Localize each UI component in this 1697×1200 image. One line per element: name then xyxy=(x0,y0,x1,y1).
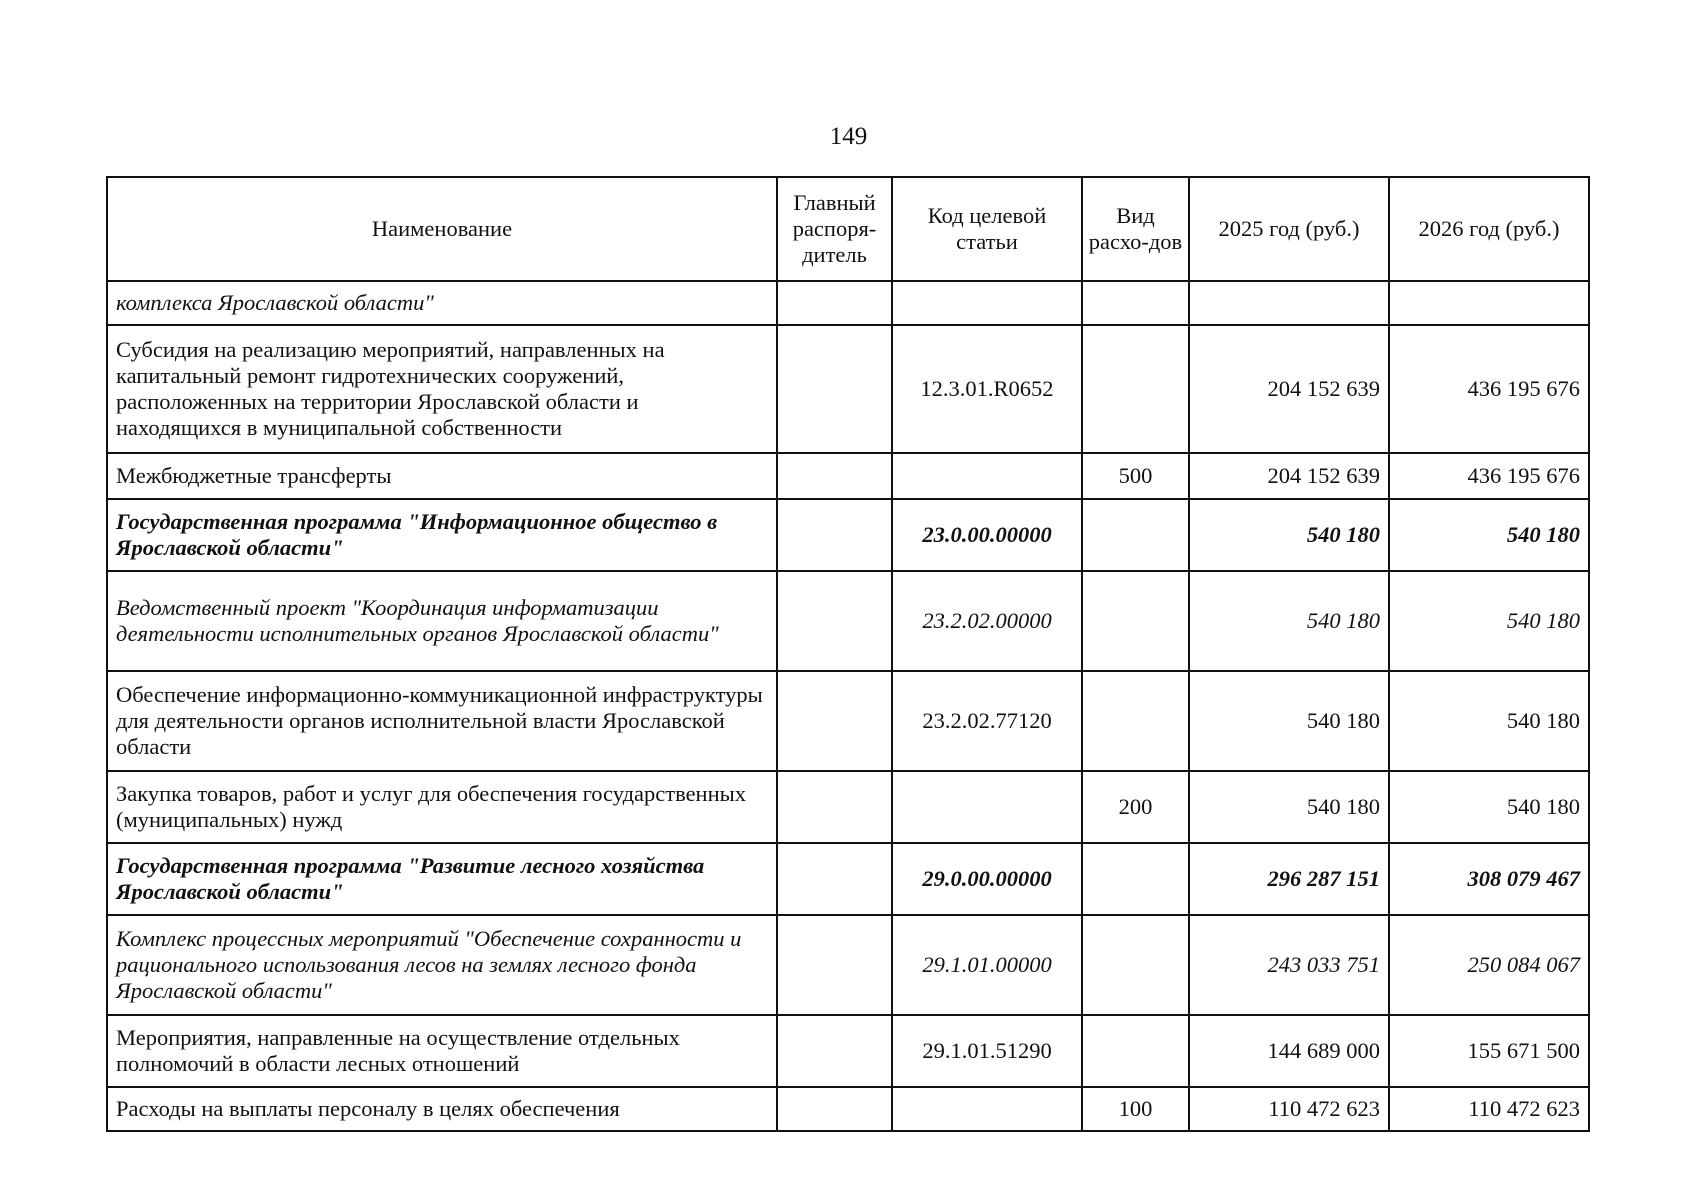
cell-kind xyxy=(1082,671,1189,771)
cell-code: 29.0.00.00000 xyxy=(892,843,1082,915)
cell-manager xyxy=(777,281,892,325)
cell-manager xyxy=(777,499,892,571)
cell-kind: 500 xyxy=(1082,453,1189,499)
cell-2026: 308 079 467 xyxy=(1389,843,1589,915)
cell-2025: 540 180 xyxy=(1189,499,1389,571)
cell-kind xyxy=(1082,325,1189,453)
cell-name: Обеспечение информационно-коммуникационной инфраструктуры для деятельности органов исполнительной власти Ярославской области xyxy=(107,671,777,771)
cell-2026: 540 180 xyxy=(1389,499,1589,571)
table-row xyxy=(107,325,1589,453)
cell-2025: 204 152 639 xyxy=(1189,325,1389,453)
cell-code: 23.0.00.00000 xyxy=(892,499,1082,571)
cell-2025: 540 180 xyxy=(1189,671,1389,771)
cell-2025: 540 180 xyxy=(1189,771,1389,843)
table-row xyxy=(107,499,1589,571)
cell-2025 xyxy=(1189,281,1389,325)
cell-kind xyxy=(1082,571,1189,671)
cell-2025: 144 689 000 xyxy=(1189,1015,1389,1087)
header-2025: 2025 год (руб.) xyxy=(1189,177,1389,281)
header-code: Код целевой статьи xyxy=(892,177,1082,281)
cell-name: Государственная программа "Развитие лесного хозяйства Ярославской области" xyxy=(107,843,777,915)
table-header-row xyxy=(107,177,1589,281)
cell-code: 23.2.02.77120 xyxy=(892,671,1082,771)
cell-manager xyxy=(777,571,892,671)
cell-2026: 540 180 xyxy=(1389,771,1589,843)
cell-2026: 155 671 500 xyxy=(1389,1015,1589,1087)
budget-table xyxy=(106,176,1590,1132)
cell-2025: 110 472 623 xyxy=(1189,1087,1389,1131)
cell-code xyxy=(892,453,1082,499)
cell-2025: 243 033 751 xyxy=(1189,915,1389,1015)
cell-manager xyxy=(777,771,892,843)
table-row xyxy=(107,281,1589,325)
cell-code xyxy=(892,771,1082,843)
table-row xyxy=(107,1087,1589,1131)
cell-manager xyxy=(777,843,892,915)
cell-2026: 540 180 xyxy=(1389,671,1589,771)
table-row xyxy=(107,1015,1589,1087)
cell-2026: 540 180 xyxy=(1389,571,1589,671)
page-number: 149 xyxy=(829,123,868,150)
cell-2025: 540 180 xyxy=(1189,571,1389,671)
cell-manager xyxy=(777,915,892,1015)
cell-kind xyxy=(1082,843,1189,915)
cell-2026: 110 472 623 xyxy=(1389,1087,1589,1131)
cell-code: 29.1.01.51290 xyxy=(892,1015,1082,1087)
header-manager: Главный распоря-дитель xyxy=(777,177,892,281)
cell-code xyxy=(892,281,1082,325)
cell-name: Расходы на выплаты персоналу в целях обеспечения xyxy=(107,1087,777,1131)
cell-kind xyxy=(1082,499,1189,571)
cell-2026: 436 195 676 xyxy=(1389,325,1589,453)
cell-name: Государственная программа "Информационное общество в Ярославской области" xyxy=(107,499,777,571)
cell-code: 23.2.02.00000 xyxy=(892,571,1082,671)
cell-manager xyxy=(777,453,892,499)
cell-name: Ведомственный проект "Координация информатизации деятельности исполнительных органов Ярославской области" xyxy=(107,571,777,671)
header-2026: 2026 год (руб.) xyxy=(1389,177,1589,281)
cell-2026: 250 084 067 xyxy=(1389,915,1589,1015)
cell-2026 xyxy=(1389,281,1589,325)
table-row xyxy=(107,843,1589,915)
cell-code: 29.1.01.00000 xyxy=(892,915,1082,1015)
cell-2025: 296 287 151 xyxy=(1189,843,1389,915)
cell-name: комплекса Ярославской области" xyxy=(107,281,777,325)
cell-manager xyxy=(777,325,892,453)
table-row xyxy=(107,453,1589,499)
cell-name: Закупка товаров, работ и услуг для обеспечения государственных (муниципальных) нужд xyxy=(107,771,777,843)
table-row xyxy=(107,771,1589,843)
cell-manager xyxy=(777,671,892,771)
cell-code xyxy=(892,1087,1082,1131)
cell-kind: 100 xyxy=(1082,1087,1189,1131)
cell-kind xyxy=(1082,281,1189,325)
cell-name: Мероприятия, направленные на осуществление отдельных полномочий в области лесных отношений xyxy=(107,1015,777,1087)
cell-manager xyxy=(777,1015,892,1087)
table-row xyxy=(107,671,1589,771)
cell-2026: 436 195 676 xyxy=(1389,453,1589,499)
cell-code: 12.3.01.R0652 xyxy=(892,325,1082,453)
cell-kind xyxy=(1082,915,1189,1015)
header-name: Наименование xyxy=(107,177,777,281)
cell-name: Межбюджетные трансферты xyxy=(107,453,777,499)
header-kind: Вид расхо-дов xyxy=(1082,177,1189,281)
cell-kind: 200 xyxy=(1082,771,1189,843)
cell-name: Субсидия на реализацию мероприятий, направленных на капитальный ремонт гидротехнических сооружений, расположенных на территории Ярославской области и находящихся в муниципальной собственности xyxy=(107,325,777,453)
cell-name: Комплекс процессных мероприятий "Обеспечение сохранности и рационального использования лесов на землях лесного фонда Ярославской области" xyxy=(107,915,777,1015)
cell-kind xyxy=(1082,1015,1189,1087)
table-row xyxy=(107,915,1589,1015)
table-row xyxy=(107,571,1589,671)
cell-manager xyxy=(777,1087,892,1131)
cell-2025: 204 152 639 xyxy=(1189,453,1389,499)
